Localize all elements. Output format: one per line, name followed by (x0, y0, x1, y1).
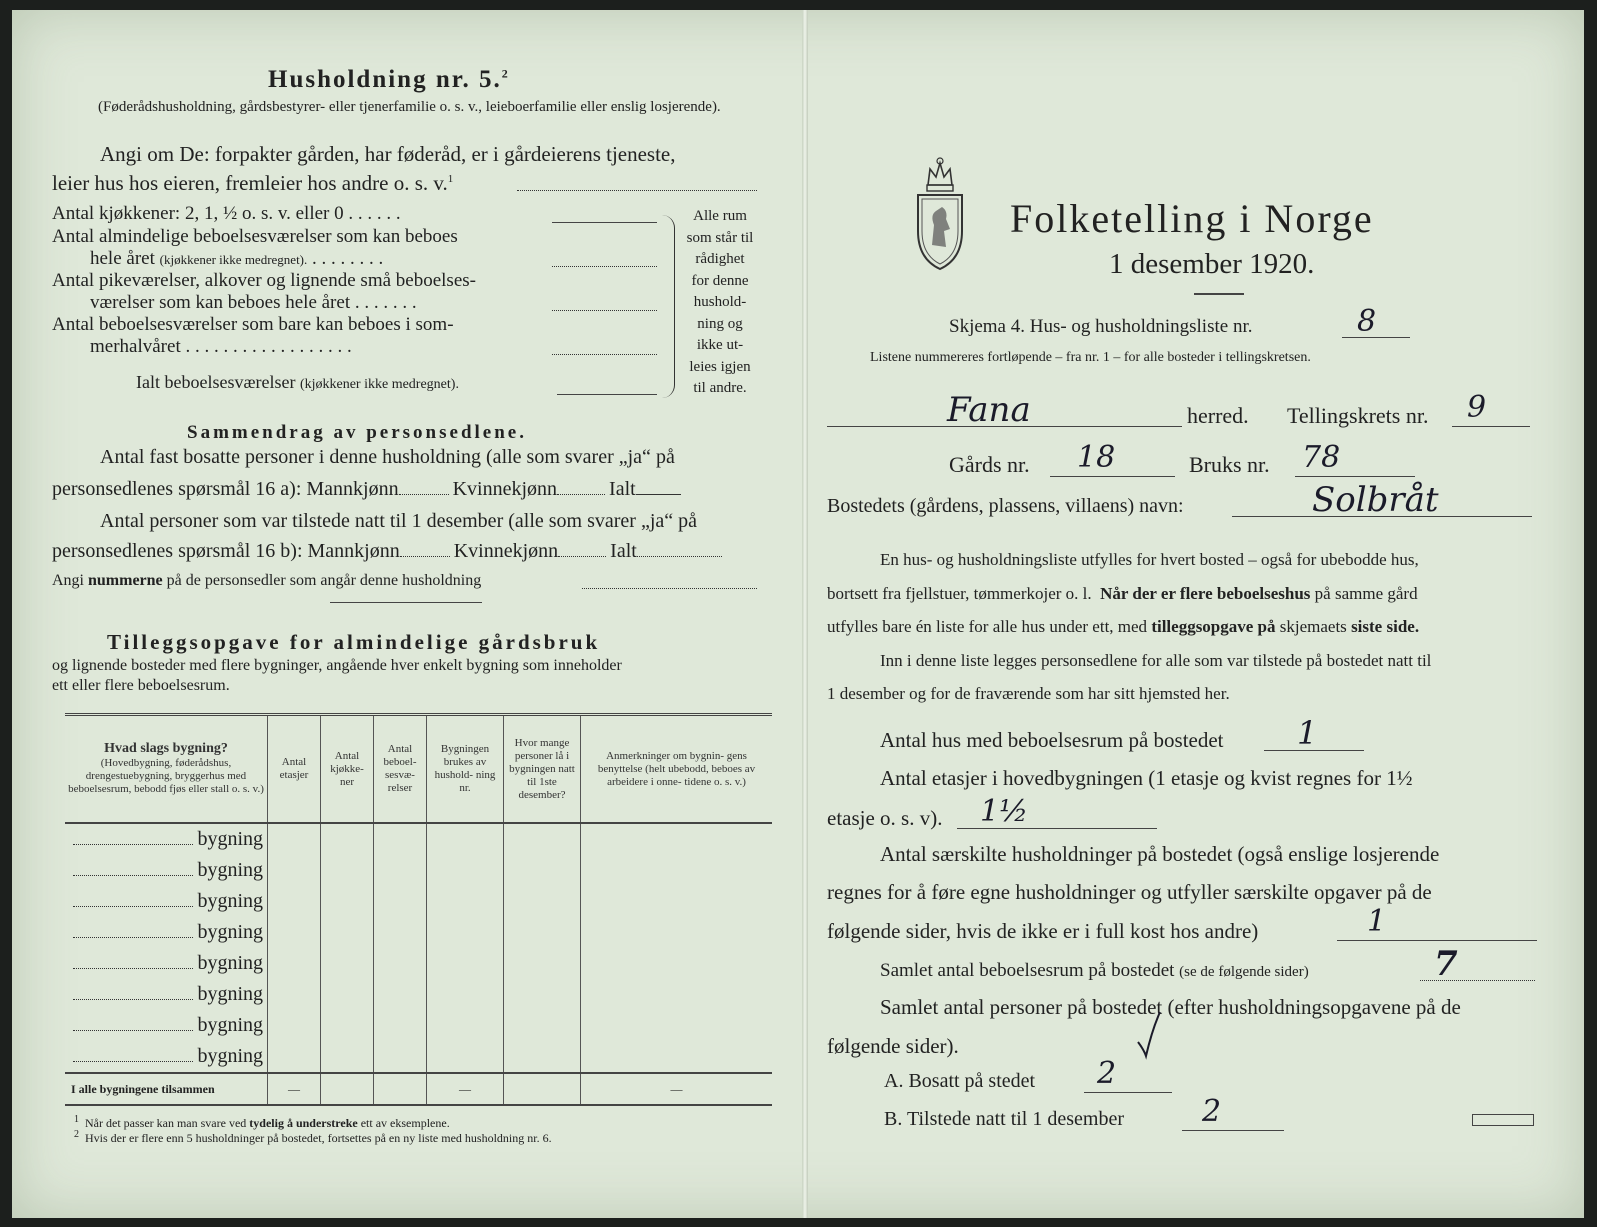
col-header-beboelsesvarelser: Antal beboel- sesvæ- relser (374, 715, 427, 824)
building-total-row: I alle bygningene tilsammen — — — (65, 1073, 772, 1105)
checkmark-icon (1134, 1010, 1164, 1064)
hus-label: Antal hus med beboelsesrum på bostedet (880, 728, 1224, 752)
hus-value: 1 (1297, 714, 1318, 752)
building-row: bygning (65, 823, 772, 855)
col-header-kjokkener: Antal kjøkke- ner (321, 715, 374, 824)
pike-answer-line (552, 310, 657, 311)
bruks-label: Bruks nr. (1189, 452, 1270, 477)
tilstede-label: B. Tilstede natt til 1 desember (884, 1108, 1124, 1130)
info-line-3: utfylles bare én liste for alle hus under ett, med tilleggsopgave på skjemaets siste side. (827, 617, 1420, 636)
alm-answer-line (552, 266, 657, 267)
ialt-answer-line (557, 394, 657, 395)
bosatt-line (1084, 1092, 1172, 1093)
tellingskrets-line (1452, 426, 1530, 427)
info-line-2: bortsett fra fjellstuer, tømmerkojer o. l. Når der er flere beboelseshus på samme gård (827, 584, 1418, 603)
tellingskrets-value: 9 (1467, 390, 1487, 425)
herred-value: Fana (947, 390, 1031, 430)
sarsk-line-3: følgende sider, hvis de ikke er i full kost hos andre) (827, 919, 1259, 943)
norway-coat-of-arms-icon (912, 155, 968, 277)
alm-line-1: Antal almindelige beboelsesværelser som kan beboes (52, 226, 458, 247)
angi-answer-line (517, 190, 757, 191)
bosted-label: Bostedets (gårdens, plassens, villaens) navn: (827, 495, 1184, 517)
tilstede-line-1: Antal personer som var tilstede natt til 1 desember (alle som svarer „ja“ på (100, 510, 698, 532)
footnote-2: $^2$ Hvis der er flere enn 5 husholdninger på bostedet, fortsettes på en ny liste med husholdning nr. 6. (74, 1129, 552, 1145)
sarsk-line-2: regnes for å føre egne husholdninger og utfyller særskilte opgaver på de (827, 880, 1432, 904)
sarsk-answer-line (1337, 940, 1537, 941)
gards-label: Gårds nr. (949, 452, 1030, 477)
sommer-line-1: Antal beboelsesværelser som bare kan beboes i som- (52, 314, 454, 335)
fast-line-2: personsedlenes spørsmål 16 a): Mannkjønn Kvinnekjønn Ialt (52, 478, 685, 501)
pike-line-2: værelser som kan beboes hele året . . . . . . . (90, 292, 417, 313)
tilstede-value: 2 (1202, 1094, 1222, 1129)
footnote-1: $^1$ Når det passer kan man svare ved tydelig å understreke ett av eksemplene. (74, 1114, 450, 1130)
bruks-line (1295, 476, 1415, 477)
total-label: I alle bygningene tilsammen (65, 1073, 268, 1105)
sarsk-value: 1 (1367, 904, 1387, 939)
samlet-rum-label: Samlet antal beboelsesrum på bostedet (se de følgende sider) (880, 960, 1309, 981)
building-table (65, 713, 772, 1106)
tillegg-sub-2: ett eller flere beboelsesrum. (52, 677, 230, 694)
tellingskrets-label: Tellingskrets nr. (1287, 403, 1429, 428)
ialt-label: Ialt beboelsesværelser (kjøkkener ikke medregnet). (136, 372, 459, 392)
alm-line-2: hele året (kjøkkener ikke medregnet). . . . . . . . . (90, 248, 384, 269)
bosatt-value: 2 (1097, 1056, 1117, 1091)
col-header-husholdning: Bygningen brukes av hushold- ning nr. (427, 715, 504, 824)
samlet-rum-value: 7 (1434, 944, 1458, 984)
info-line-4: Inn i denne liste legges personsedlene for alle som var tilstede på bostedet natt til (880, 651, 1432, 670)
bosatt-label: A. Bosatt på stedet (884, 1070, 1036, 1092)
side-note: Alle rum som står til rådighet for denne hushold- ning og ikke ut- leies igjen til andre. (686, 208, 754, 396)
building-table-header (65, 715, 772, 824)
col-header-etasjer: Antal etasjer (268, 715, 321, 824)
etasjer-line-2: etasje o. s. v). (827, 806, 943, 830)
info-line-5: 1 desember og for de fraværende som har sitt hjemsted her. (827, 684, 1230, 703)
tilstede-line-2: personsedlenes spørsmål 16 b): Mannkjønn Kvinnekjønn Ialt (52, 540, 726, 563)
herred-label: herred. (1187, 403, 1249, 428)
tillegg-title: Tilleggsopgave for almindelige gårdsbruk (107, 630, 601, 654)
building-row: bygning (65, 1010, 772, 1041)
etasjer-value: 1½ (980, 794, 1029, 829)
household-title: Husholdning nr. 5.$^2$ (268, 66, 510, 93)
nummerne-answer-line (582, 588, 757, 589)
printer-stamp (1472, 1114, 1534, 1126)
angi-line-1: Angi om De: forpakter gården, har føderåd, er i gårdeierens tjeneste, (100, 142, 676, 166)
info-line-1: En hus- og husholdningsliste utfylles for hvert bosted – også for ubebodde hus, (880, 550, 1419, 569)
building-row: bygning (65, 855, 772, 886)
sarsk-line-1: Antal særskilte husholdninger på bostedet (også enslige losjerende (880, 842, 1440, 866)
kjokkener-answer-line (552, 222, 657, 223)
col-header-personer: Hvor mange personer lå i bygningen natt til 1ste desember? (504, 715, 581, 824)
skjema-nr-value: 8 (1357, 304, 1377, 339)
nummerne-line: Angi nummerne på de personsedler som angår denne husholdning (52, 572, 482, 589)
title-rule (1194, 293, 1244, 295)
bruks-value: 78 (1302, 440, 1341, 475)
bracket (662, 215, 675, 398)
census-title: Folketelling i Norge (1010, 196, 1374, 241)
fast-line-1: Antal fast bosatte personer i denne husholdning (alle som svarer „ja“ på (100, 446, 675, 468)
tillegg-sub-1: og lignende bosteder med flere bygninger, angående hver enkelt bygning som inneholder (52, 657, 622, 674)
household-subtitle: (Føderådshusholdning, gårdsbestyrer- eller tjenerfamilie o. s. v., leieboerfamilie eller enslig losjerende). (98, 99, 721, 115)
census-form-sheet (12, 10, 1584, 1218)
tilstede-line (1182, 1130, 1284, 1131)
col-header-anmerkninger: Anmerkninger om bygnin- gens benyttelse (helt ubebodd, beboes av arbeidere i onne- tidene o. s. v.) (581, 715, 773, 824)
census-date: 1 desember 1920. (1109, 248, 1315, 280)
building-row: bygning (65, 886, 772, 917)
kjokkener-label: Antal kjøkkener: 2, 1, ½ o. s. v. eller 0 . . . . . . (52, 203, 401, 224)
pike-line-1: Antal pikeværelser, alkover og lignende små beboelses- (52, 270, 476, 291)
sammendrag-title: Sammendrag av personsedlene. (187, 422, 527, 443)
sommer-answer-line (552, 354, 657, 355)
listene-note: Listene nummereres fortløpende – fra nr. 1 – for alle bosteder i tellingskretsen. (870, 350, 1311, 365)
bosted-value: Solbråt (1312, 480, 1439, 520)
building-row: bygning (65, 948, 772, 979)
samlet-pers-line-2: følgende sider). (827, 1034, 959, 1058)
gards-value: 18 (1077, 440, 1116, 475)
skjema-label: Skjema 4. Hus- og husholdningsliste nr. (949, 316, 1253, 337)
building-row: bygning (65, 917, 772, 948)
sommer-line-2: merhalvåret . . . . . . . . . . . . . . . . . . (90, 336, 352, 357)
angi-line-2: leier hus hos eieren, fremleier hos andre o. s. v.$^1$ (52, 171, 454, 195)
building-row: bygning (65, 1041, 772, 1073)
section-divider (330, 602, 482, 603)
gards-line (1050, 476, 1175, 477)
samlet-pers-line-1: Samlet antal personer på bostedet (efter husholdningsopgavene på de (880, 995, 1461, 1019)
page-fold (802, 10, 808, 1218)
etasjer-line-1: Antal etasjer i hovedbygningen (1 etasje og kvist regnes for 1½ (880, 766, 1413, 790)
building-row: bygning (65, 979, 772, 1010)
col-header-type: Hvad slags bygning? (Hovedbygning, føderådshus, drengestuebygning, bryggerhus med beboelsesrum, bebodd fjøs eller stall o. s. v.) (68, 741, 264, 795)
